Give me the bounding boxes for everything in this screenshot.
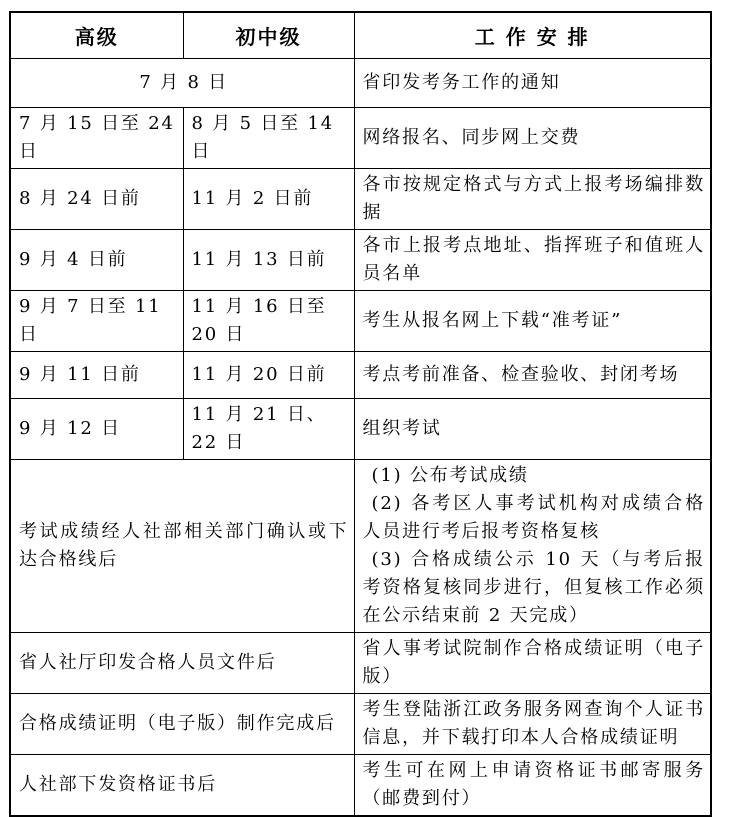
task-cell: 省人事考试院制作合格成绩证明（电子版） — [354, 632, 711, 693]
task-cell: 考点考前准备、检查验收、封闭考场 — [354, 351, 711, 398]
senior-date-cell: 9 月 4 日前 — [10, 229, 183, 290]
stage-cell: 考试成绩经人社部相关部门确认或下达合格线后 — [10, 459, 354, 632]
table-row — [10, 754, 711, 816]
senior-date-cell: 9 月 12 日 — [10, 398, 183, 459]
table-row — [10, 632, 711, 693]
table-row — [10, 290, 711, 351]
exam-schedule-table — [9, 11, 712, 817]
task-cell: 网络报名、同步网上交费 — [354, 107, 711, 168]
senior-date-cell: 9 月 7 日至 11 日 — [10, 290, 183, 351]
table-row — [10, 168, 711, 229]
task-cell: 各市上报考点地址、指挥班子和值班人员名单 — [354, 229, 711, 290]
junior-date-cell: 11 月 2 日前 — [183, 168, 354, 229]
junior-date-cell: 11 月 21 日、22 日 — [183, 398, 354, 459]
header-junior: 初中级 — [183, 12, 354, 58]
senior-date-cell: 9 月 11 日前 — [10, 351, 183, 398]
table-row — [10, 229, 711, 290]
merged-date-cell: 7 月 8 日 — [10, 58, 354, 107]
task-item: (1) 公布考试成绩 — [371, 464, 529, 486]
task-item: (3) 合格成绩公示 10 天（与考后报考资格复核同步进行，但复核工作必须在公示结束前 2 天完成） — [362, 548, 705, 626]
junior-date-cell: 11 月 16 日至 20 日 — [183, 290, 354, 351]
junior-date-cell: 11 月 20 日前 — [183, 351, 354, 398]
table-row — [10, 459, 711, 632]
table-row — [10, 398, 711, 459]
task-cell: 各市按规定格式与方式上报考场编排数据 — [354, 168, 711, 229]
header-work-schedule: 工 作 安 排 — [354, 12, 711, 58]
stage-cell: 合格成绩证明（电子版）制作完成后 — [10, 693, 354, 754]
senior-date-cell: 7 月 15 日至 24 日 — [10, 107, 183, 168]
stage-cell: 省人社厅印发合格人员文件后 — [10, 632, 354, 693]
task-item: (2) 各考区人事考试机构对成绩合格人员进行考后报考资格复核 — [362, 492, 705, 542]
table-row — [10, 107, 711, 168]
junior-date-cell: 11 月 13 日前 — [183, 229, 354, 290]
table-row — [10, 58, 711, 107]
task-cell: 考生登陆浙江政务服务网查询个人证书信息，并下载打印本人合格成绩证明 — [354, 693, 711, 754]
table-row — [10, 693, 711, 754]
task-cell: 组织考试 — [354, 398, 711, 459]
header-senior: 高级 — [10, 12, 183, 58]
junior-date-cell: 8 月 5 日至 14 日 — [183, 107, 354, 168]
stage-cell: 人社部下发资格证书后 — [10, 754, 354, 816]
task-cell: 考生可在网上申请资格证书邮寄服务（邮费到付） — [354, 754, 711, 816]
task-cell: 省印发考务工作的通知 — [354, 58, 711, 107]
table-row — [10, 351, 711, 398]
task-cell — [354, 459, 711, 632]
senior-date-cell: 8 月 24 日前 — [10, 168, 183, 229]
task-cell: 考生从报名网上下载“准考证” — [354, 290, 711, 351]
header-row — [10, 12, 711, 58]
